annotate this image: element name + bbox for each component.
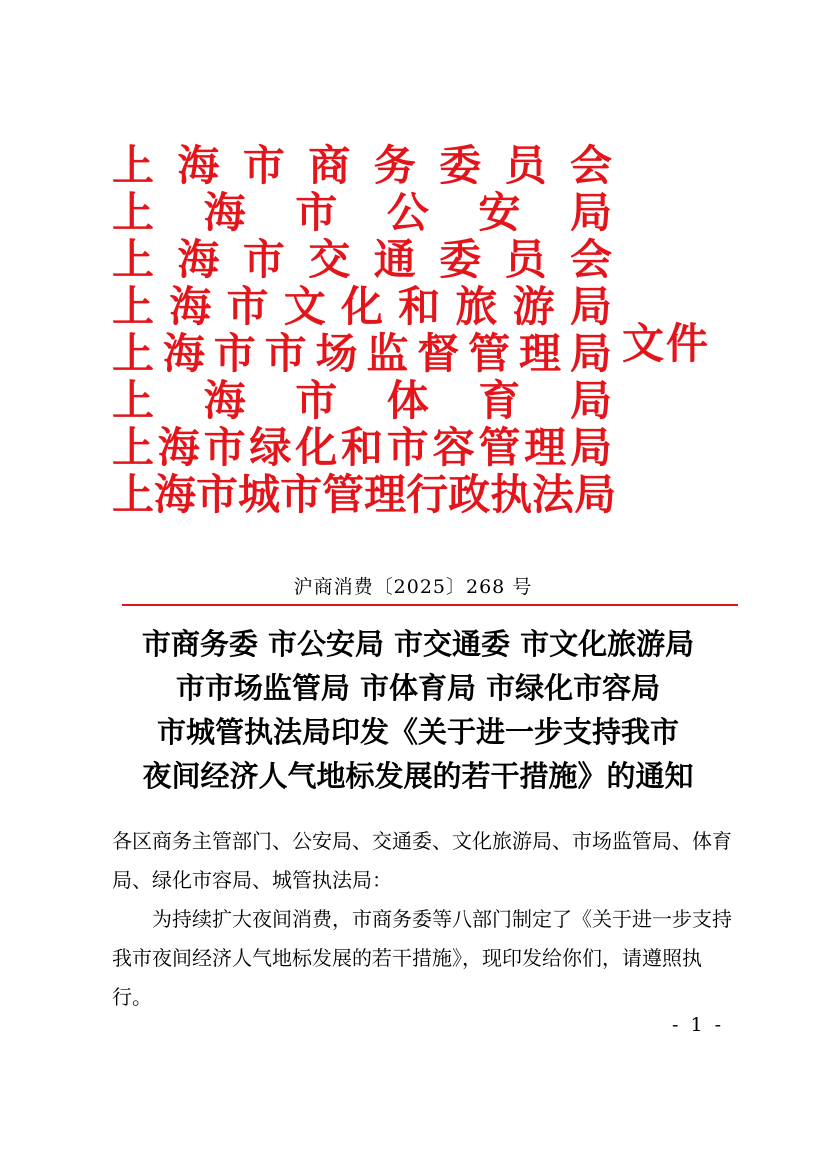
issuer-character: 海: [154, 470, 197, 519]
issuer-line: [112, 330, 612, 377]
issuer-character: 会: [569, 235, 612, 284]
issuer-character: 员: [504, 235, 547, 284]
issuer-line: [112, 236, 612, 283]
issuer-character: 上: [112, 423, 155, 472]
issuer-character: 上: [112, 188, 155, 237]
title-line: 市商务委 市公安局 市交通委 市文化旅游局: [141, 627, 695, 661]
issuer-character: 法: [532, 470, 575, 519]
issuer-character: 市: [295, 188, 338, 237]
issuer-character: 海: [203, 376, 246, 425]
issuer-character: 市: [386, 423, 429, 472]
page-number: - 1 -: [672, 1014, 725, 1036]
issuer-character: 上: [112, 235, 155, 284]
issuer-character: 上: [112, 329, 155, 378]
issuer-character: 城: [238, 470, 281, 519]
body-paragraph: 为持续扩大夜间消费，市商务委等八部门制定了《关于进一步支持我市夜间经济人气地标发展的若干措施》，现印发给你们，请遵照执行。: [112, 907, 732, 1009]
issuer-character: 海: [177, 235, 220, 284]
issuer-character: 局: [569, 329, 612, 378]
issuer-character: 旅: [455, 282, 498, 331]
issuer-character: 海: [203, 188, 246, 237]
issuer-character: 市: [264, 329, 307, 378]
document-title: [60, 622, 776, 798]
issuer-character: 务: [373, 141, 416, 190]
red-separator-line: [122, 604, 738, 606]
issuer-character: 行: [406, 470, 449, 519]
document-body: [112, 822, 732, 1017]
issuer-character: 游: [512, 282, 555, 331]
issuer-character: 理: [524, 423, 567, 472]
issuer-line: [112, 142, 612, 189]
issuer-character: 局: [574, 470, 617, 519]
issuer-character: 政: [448, 470, 491, 519]
issuer-character: 委: [439, 235, 482, 284]
issuer-character: 上: [112, 141, 155, 190]
issuer-character: 容: [432, 423, 475, 472]
issuer-character: 执: [490, 470, 533, 519]
issuer-character: 安: [478, 188, 521, 237]
issuer-character: 市: [203, 423, 246, 472]
issuer-character: 海: [177, 141, 220, 190]
issuer-line: [112, 283, 612, 330]
issuer-character: 局: [569, 282, 612, 331]
issuer-character: 和: [398, 282, 441, 331]
document-suffix: 文件: [622, 319, 711, 368]
issuer-character: 交: [308, 235, 351, 284]
issuer-character: 理: [364, 470, 407, 519]
issuer-character: 化: [295, 423, 338, 472]
issuer-character: 海: [157, 423, 200, 472]
issuer-line: [112, 377, 612, 424]
issuer-character: 会: [569, 141, 612, 190]
issuer-character: 局: [569, 376, 612, 425]
issuer-line: [112, 470, 617, 519]
issuer-character: 管: [468, 329, 511, 378]
issuer-character: 市: [295, 376, 338, 425]
issuing-authorities-header: [112, 141, 617, 519]
issuer-character: 督: [417, 329, 460, 378]
issuer-character: 监: [366, 329, 409, 378]
issuer-character: 管: [322, 470, 365, 519]
issuer-character: 商: [308, 141, 351, 190]
issuer-character: 公: [386, 188, 429, 237]
addressee: 各区商务主管部门、公安局、交通委、文化旅游局、市场监管局、体育局、绿化市容局、城管执法局：: [112, 829, 732, 892]
issuer-line: [112, 424, 612, 471]
issuer-character: 上: [112, 282, 155, 331]
issuer-character: 委: [439, 141, 482, 190]
issuer-character: 化: [340, 282, 383, 331]
issuer-character: 场: [315, 329, 358, 378]
issuer-character: 上: [112, 470, 155, 519]
issuer-character: 文: [283, 282, 326, 331]
issuer-character: 市: [280, 470, 323, 519]
issuer-character: 绿: [249, 423, 292, 472]
issuer-character: 海: [162, 329, 205, 378]
issuer-line: [112, 189, 612, 236]
issuer-character: 管: [478, 423, 521, 472]
issuer-character: 市: [242, 235, 285, 284]
title-line: 市市场监管局 市体育局 市绿化市容局: [175, 671, 661, 705]
title-line: 夜间经济人气地标发展的若干措施》的通知: [142, 759, 694, 793]
issuer-character: 和: [340, 423, 383, 472]
issuer-character: 通: [373, 235, 416, 284]
issuer-character: 市: [226, 282, 269, 331]
issuer-character: 局: [569, 423, 612, 472]
issuer-character: 市: [242, 141, 285, 190]
issuer-character: 市: [196, 470, 239, 519]
issuer-character: 海: [169, 282, 212, 331]
issuer-character: 员: [504, 141, 547, 190]
issuer-character: 市: [213, 329, 256, 378]
issuer-character: 局: [569, 188, 612, 237]
issuer-character: 育: [478, 376, 521, 425]
document-number: 沪商消费〔2025〕268 号: [293, 576, 533, 598]
issuer-character: 理: [519, 329, 562, 378]
issuer-character: 上: [112, 376, 155, 425]
issuer-character: 体: [386, 376, 429, 425]
title-line: 市城管执法局印发《关于进一步支持我市: [156, 715, 679, 749]
